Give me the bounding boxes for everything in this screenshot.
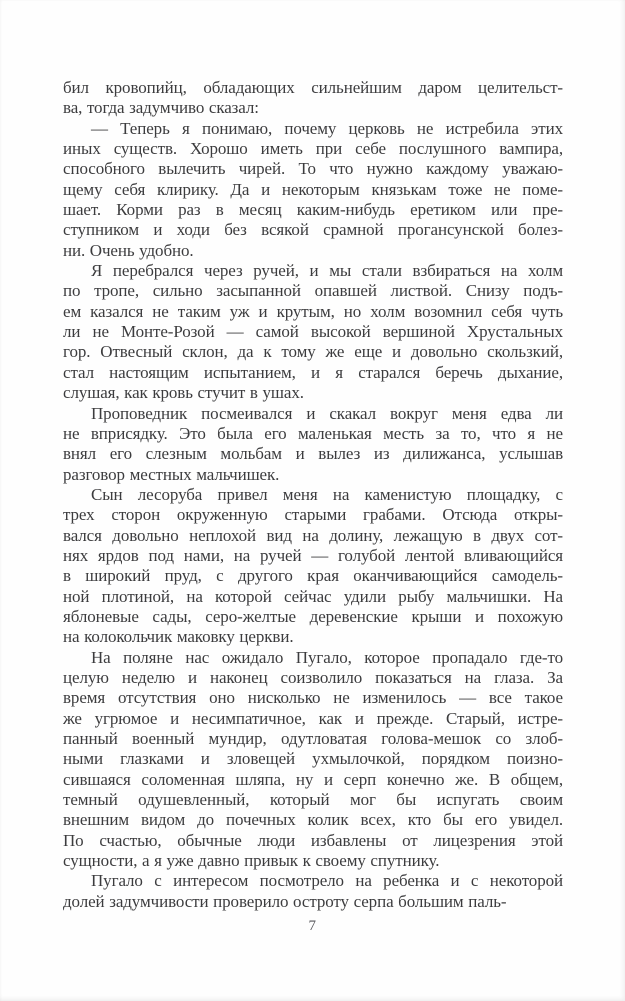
text-line: шает. Корми раз в месяц каким-нибудь еретиком или пре- xyxy=(63,200,563,220)
text-line: долей задумчивости проверило остроту серпа большим паль- xyxy=(63,891,507,911)
text-line: в широкий пруд, с другого края оканчивающийся самодель- xyxy=(63,566,563,586)
text-line: внешним видом до почечных колик всех, кто бы его увидел. xyxy=(63,810,563,830)
text-line: способного вылечить чирей. То что нужно каждому уважаю- xyxy=(63,159,563,179)
text-line: сившаяся соломенная шляпа, ну и серп конечно же. В общем, xyxy=(63,769,563,789)
text-line: ступником и ходи без всякой срамной прогансунской болез- xyxy=(63,220,563,240)
text-line: щему себя клирику. Да и некоторым князькам тоже не поме- xyxy=(63,179,563,199)
text-line: гор. Отвесный склон, да к тому же еще и довольно скользкий, xyxy=(63,342,563,362)
text-line: ни. Очень удобно. xyxy=(63,240,194,260)
text-line: ем казался не таким уж и крутым, но холм возомнил себя чуть xyxy=(63,301,563,321)
text-line: темный одушевленный, который мог бы испугать своим xyxy=(63,790,563,810)
text-line: Проповедник посмеивался и скакал вокруг меня едва ли xyxy=(91,403,563,423)
text-line: слушая, как кровь стучит в ушах. xyxy=(63,383,304,403)
text-line: сущности, а я уже давно привык к своему спутнику. xyxy=(63,851,440,871)
text-line: на колокольчик маковку церкви. xyxy=(63,627,294,647)
text-line: Пугало с интересом посмотрело на ребенка и с некоторой xyxy=(91,871,563,891)
text-line: панный военный мундир, одутловатая голова-мешок со злоб- xyxy=(63,729,563,748)
text-line: ва, тогда задумчиво сказал: xyxy=(63,98,259,118)
text-line: время отсутствия оно нисколько не изменилось — все такое xyxy=(63,688,563,708)
text-line: ли не Монте-Розой — самой высокой вершиной Хрустальных xyxy=(63,322,563,342)
text-line: — Теперь я понимаю, почему церковь не истребила этих xyxy=(91,118,563,138)
text-line: трех сторон окруженную старыми грабами. Отсюда откры- xyxy=(63,505,563,525)
page-text xyxy=(63,78,563,912)
page-number: 7 xyxy=(308,918,317,934)
text-line: ной плотиной, на которой сейчас удили рыбу мальчишки. На xyxy=(63,586,563,606)
text-line: Сын лесоруба привел меня на каменистую площадку, с xyxy=(91,484,563,504)
text-line: яблоневые сады, серо-желтые деревенские крыши и похожую xyxy=(63,606,563,626)
text-line: Я перебрался через ручей, и мы стали взбираться на холм xyxy=(91,261,563,281)
text-line: внял его слезным мольбам и вылез из дилижанса, услышав xyxy=(63,444,563,464)
text-line: же угрюмое и несимпатичное, как и прежде. Старый, истре- xyxy=(63,708,563,728)
text-line: бил кровопийц, обладающих сильнейшим даром целительст- xyxy=(63,78,563,97)
text-line: вался довольно неплохой вид на долину, лежащую в двух сот- xyxy=(63,525,563,545)
text-line: стал настоящим испытанием, и я старался беречь дыхание, xyxy=(63,362,563,382)
text-line: иных существ. Хорошо иметь при себе послушного вампира, xyxy=(63,139,563,159)
text-line: по тропе, сильно засыпанной опавшей листвой. Снизу подъ- xyxy=(63,281,563,301)
text-line: По счастью, обычные люди избавлены от лицезрения этой xyxy=(63,830,563,850)
text-line: разговор местных мальчишек. xyxy=(63,464,280,484)
text-line: На поляне нас ожидало Пугало, которое пропадало где-то xyxy=(91,647,563,667)
text-line: не вприсядку. Это была его маленькая месть за то, что я не xyxy=(63,423,563,443)
text-line: нях ярдов под нами, на ручей — голубой лентой вливающийся xyxy=(63,545,563,565)
text-line: целую неделю и наконец соизволило показаться на глаза. За xyxy=(63,667,563,687)
text-line: ными глазками и зловещей ухмылочкой, порядком поизно- xyxy=(63,749,563,769)
